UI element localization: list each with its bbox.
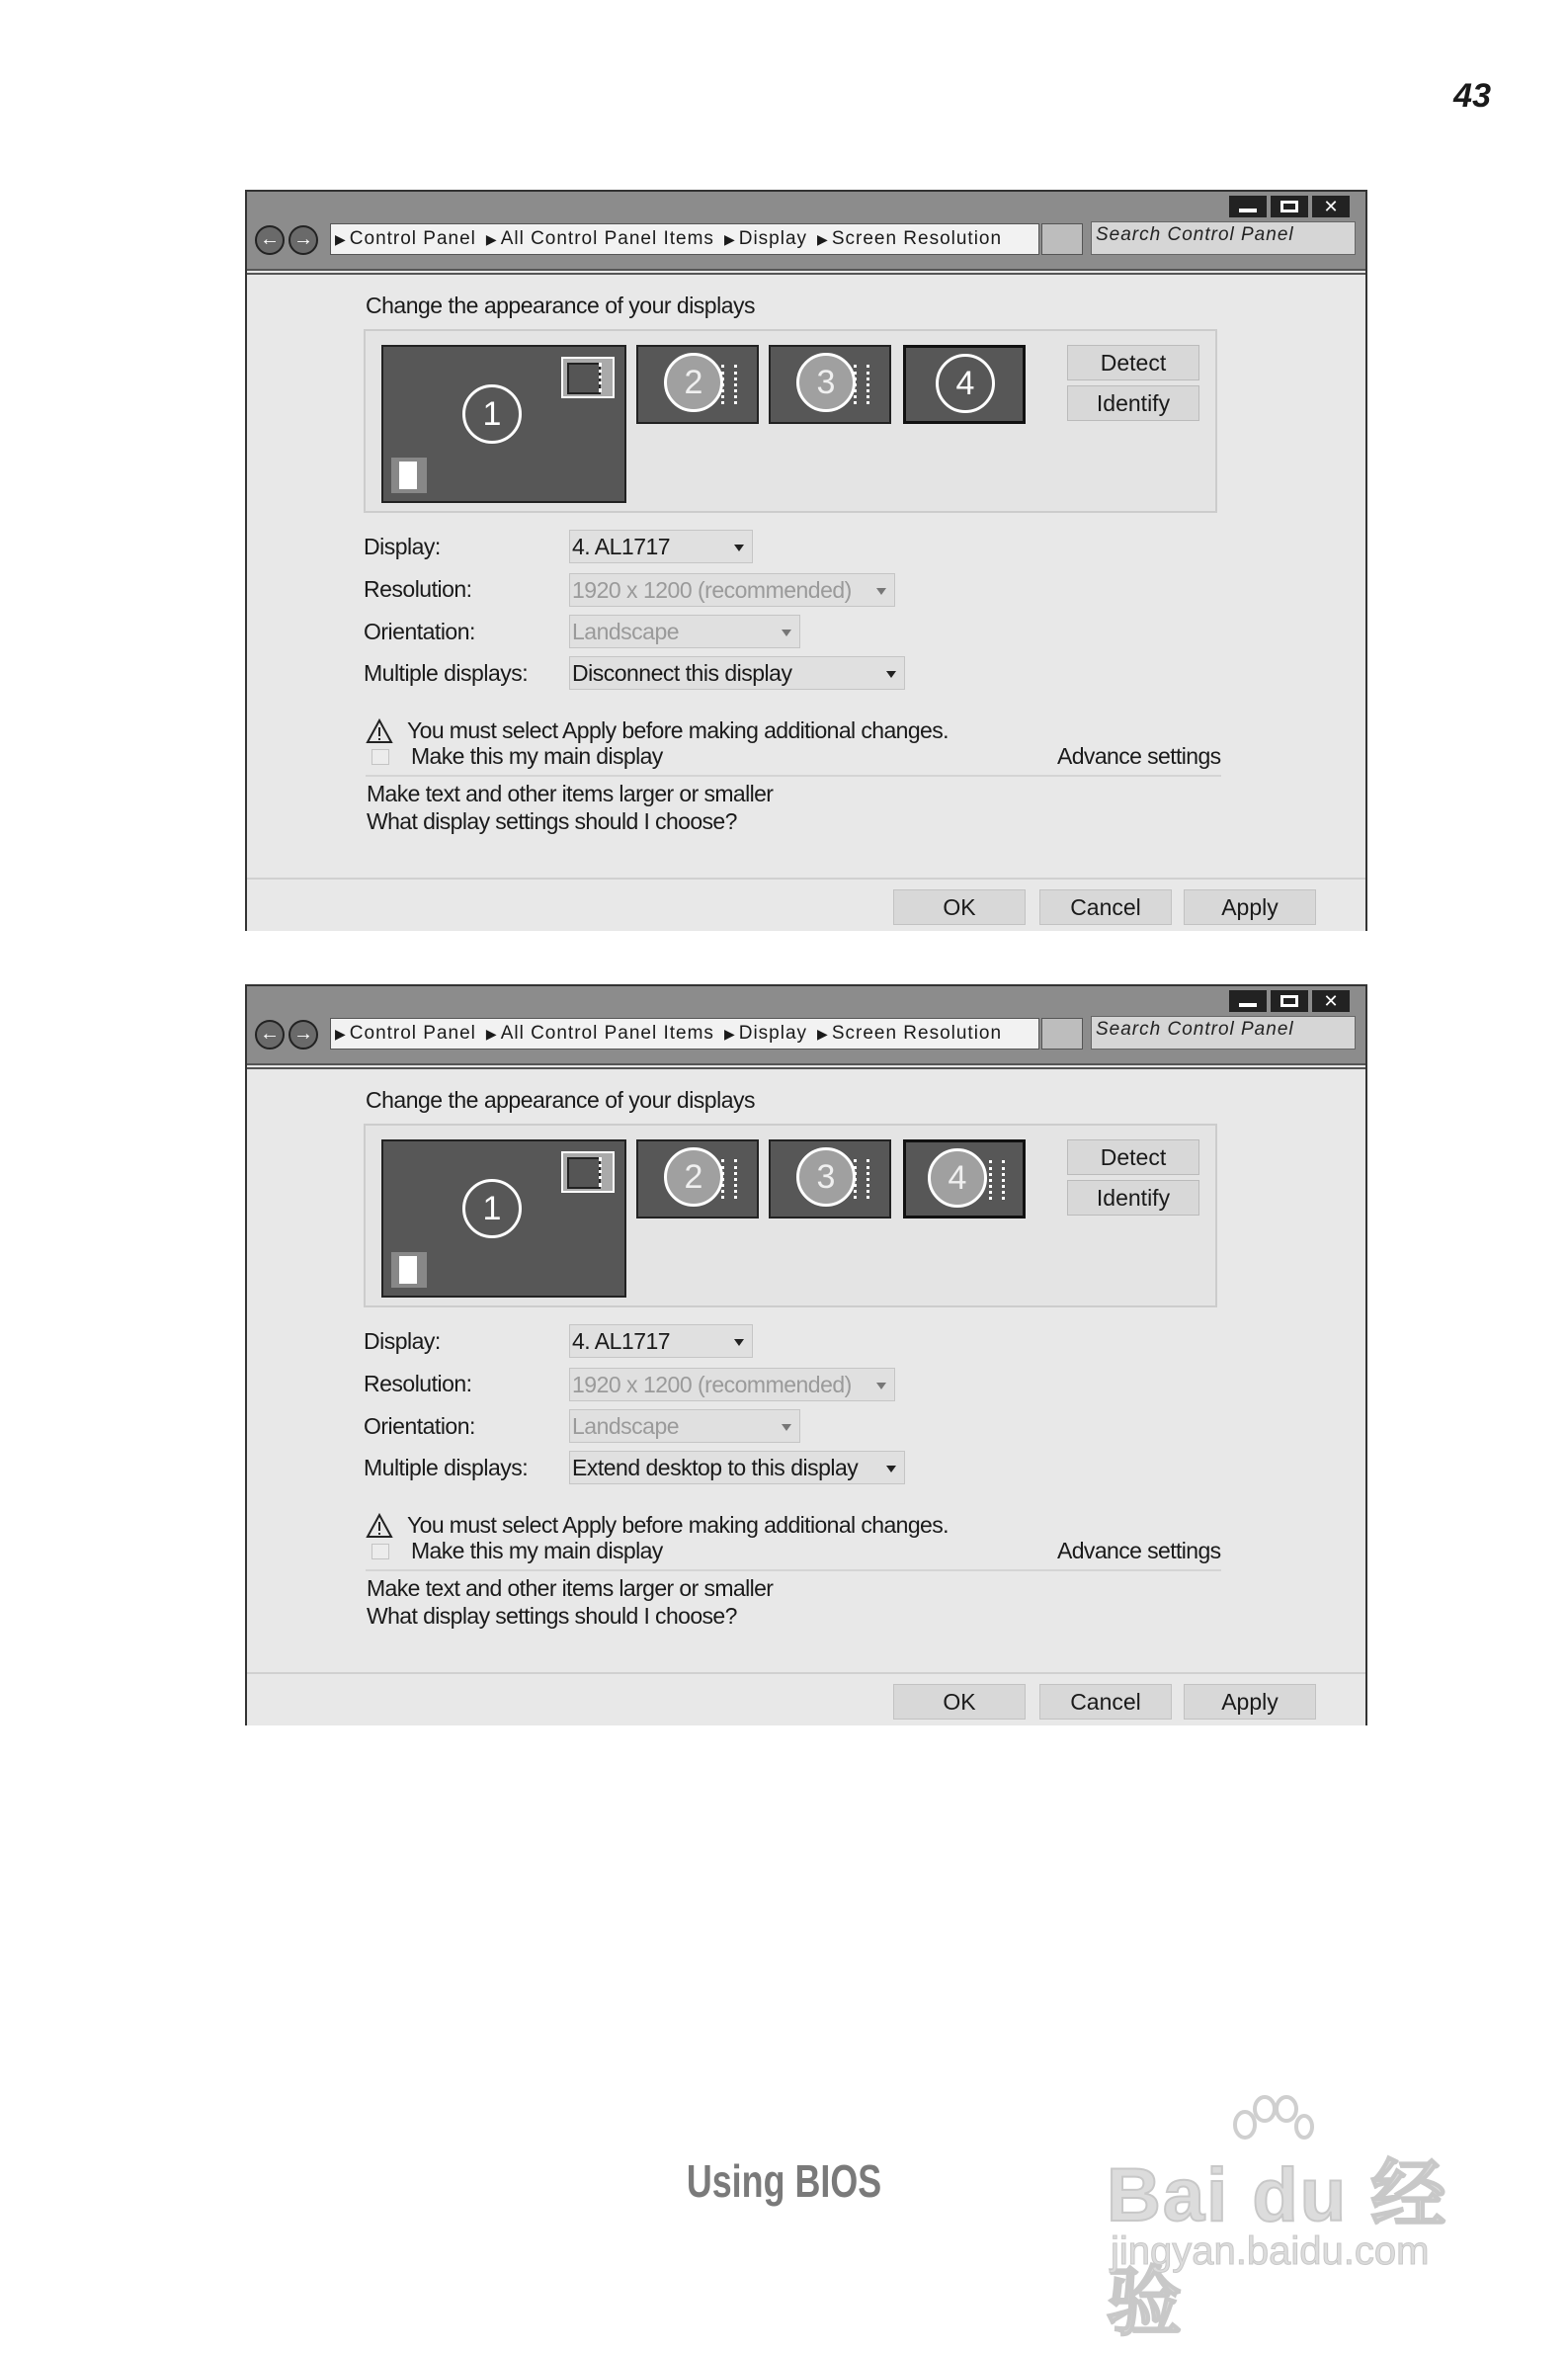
breadcrumb[interactable]: [330, 1018, 1039, 1050]
content-area: [247, 1067, 1365, 1672]
warning-text: You must select Apply before making additional changes.: [407, 717, 949, 743]
multiple-displays-label: Multiple displays:: [364, 1455, 529, 1480]
page-number: 43: [1453, 77, 1491, 115]
main-display-label: Make this my main display: [411, 1538, 663, 1563]
chevron-down-icon: [876, 588, 886, 595]
back-arrow-icon[interactable]: ←: [255, 1020, 285, 1050]
screen-resolution-window-1: [245, 190, 1367, 931]
chevron-down-icon: [886, 1466, 896, 1472]
advanced-settings-link[interactable]: Advance settings: [1057, 743, 1221, 769]
ok-button[interactable]: OK: [893, 889, 1026, 925]
display-select[interactable]: [569, 530, 753, 563]
maximize-icon[interactable]: [1271, 990, 1308, 1012]
orientation-select-value: Landscape: [572, 1413, 680, 1439]
watermark-text: Bai du 经验: [1107, 2153, 1448, 2345]
main-display-option: [371, 743, 663, 770]
monitor-arrangement-panel: [364, 1124, 1217, 1307]
resolution-select-value: 1920 x 1200 (recommended): [572, 577, 852, 603]
forward-arrow-icon[interactable]: →: [289, 1020, 318, 1050]
monitor-icon: [854, 1159, 883, 1203]
orientation-label: Orientation:: [364, 1413, 475, 1439]
main-display-checkbox: [371, 749, 389, 765]
multiple-displays-select-value: Extend desktop to this display: [572, 1455, 859, 1480]
identify-button[interactable]: Identify: [1067, 385, 1199, 421]
monitor-4[interactable]: [903, 345, 1026, 424]
back-arrow-icon[interactable]: ←: [255, 225, 285, 255]
monitor-4[interactable]: [903, 1139, 1026, 1219]
monitor-number: 4: [928, 1148, 987, 1208]
content-area: [247, 273, 1365, 878]
warning-icon: [366, 718, 393, 744]
breadcrumb-label: Screen Resolution: [831, 1023, 1003, 1044]
divider: [366, 775, 1221, 777]
warning-message: [366, 717, 949, 744]
monitor-icon: [561, 1151, 615, 1193]
monitor-number: 4: [936, 354, 995, 413]
breadcrumb-arrow-icon: ▶: [485, 1025, 498, 1042]
nav-buttons: [255, 1020, 318, 1050]
page-title: Change the appearance of your displays: [366, 293, 756, 318]
monitor-icon: [721, 365, 751, 408]
breadcrumb-label: Display: [738, 1023, 808, 1044]
orientation-select: [569, 1409, 800, 1443]
maximize-icon[interactable]: [1271, 196, 1308, 217]
breadcrumb-arrow-icon: ▶: [335, 230, 347, 247]
breadcrumb-label: All Control Panel Items: [500, 228, 714, 249]
search-input[interactable]: Search Control Panel: [1091, 221, 1356, 255]
breadcrumb-arrow-icon: ▶: [817, 1025, 829, 1042]
text-size-link[interactable]: Make text and other items larger or smaller: [367, 781, 774, 806]
breadcrumb-label: Display: [738, 228, 808, 249]
breadcrumb-item[interactable]: [335, 228, 476, 250]
warning-text: You must select Apply before making additional changes.: [407, 1512, 949, 1538]
breadcrumb-arrow-icon: ▶: [335, 1025, 347, 1042]
breadcrumb-arrow-icon: ▶: [723, 1025, 736, 1042]
orientation-select-value: Landscape: [572, 619, 680, 644]
forward-arrow-icon[interactable]: →: [289, 225, 318, 255]
dialog-footer: [247, 878, 1365, 931]
title-bar: [247, 192, 1365, 271]
chevron-down-icon: [782, 630, 791, 636]
orientation-select: [569, 615, 800, 648]
detect-button[interactable]: Detect: [1067, 1139, 1199, 1175]
monitor-1[interactable]: [381, 1139, 626, 1298]
multiple-displays-select[interactable]: [569, 1451, 905, 1484]
monitor-number: 2: [664, 353, 723, 412]
resolution-select: [569, 1368, 895, 1401]
minimize-icon[interactable]: [1229, 196, 1267, 217]
detect-button[interactable]: Detect: [1067, 345, 1199, 380]
ok-button[interactable]: OK: [893, 1684, 1026, 1720]
refresh-button[interactable]: [1041, 1018, 1083, 1050]
breadcrumb-item[interactable]: [486, 228, 714, 250]
title-bar: [247, 986, 1365, 1065]
identify-button[interactable]: Identify: [1067, 1180, 1199, 1216]
search-input[interactable]: Search Control Panel: [1091, 1016, 1356, 1050]
main-display-label: Make this my main display: [411, 743, 663, 769]
breadcrumb-item[interactable]: [724, 228, 807, 250]
breadcrumb-item[interactable]: [817, 1023, 1002, 1045]
monitor-arrangement-panel: [364, 329, 1217, 513]
monitor-1[interactable]: [381, 345, 626, 503]
page-title: Change the appearance of your displays: [366, 1087, 756, 1113]
display-select-value: 4. AL1717: [572, 1328, 671, 1354]
close-icon[interactable]: ✕: [1312, 990, 1350, 1012]
monitor-icon: [561, 357, 615, 398]
display-select-value: 4. AL1717: [572, 534, 671, 559]
main-display-icon: [391, 458, 427, 493]
advanced-settings-link[interactable]: Advance settings: [1057, 1538, 1221, 1563]
chevron-down-icon: [876, 1383, 886, 1389]
breadcrumb-label: Control Panel: [349, 228, 476, 249]
resolution-label: Resolution:: [364, 1371, 472, 1396]
chevron-down-icon: [734, 1339, 744, 1346]
cancel-button[interactable]: Cancel: [1039, 889, 1172, 925]
monitor-2[interactable]: [636, 1139, 759, 1219]
display-help-link[interactable]: What display settings should I choose?: [367, 808, 737, 834]
display-label: Display:: [364, 1328, 441, 1354]
breadcrumb-item[interactable]: [724, 1023, 807, 1045]
monitor-3[interactable]: [769, 345, 891, 424]
chapter-title: Using BIOS: [686, 2155, 882, 2207]
divider: [366, 1569, 1221, 1571]
monitor-icon: [854, 365, 883, 408]
minimize-icon[interactable]: [1229, 990, 1267, 1012]
nav-buttons: [255, 225, 318, 255]
breadcrumb-arrow-icon: ▶: [817, 230, 829, 247]
monitor-number: 1: [462, 1179, 522, 1238]
breadcrumb-label: Control Panel: [349, 1023, 476, 1044]
chevron-down-icon: [734, 545, 744, 551]
breadcrumb[interactable]: [330, 223, 1039, 255]
warning-icon: [366, 1513, 393, 1539]
window-controls: [1229, 990, 1350, 1012]
cancel-button[interactable]: Cancel: [1039, 1684, 1172, 1720]
dialog-footer: [247, 1672, 1365, 1725]
multiple-displays-select[interactable]: [569, 656, 905, 690]
monitor-icon: [989, 1160, 1019, 1204]
monitor-2[interactable]: [636, 345, 759, 424]
chevron-down-icon: [782, 1424, 791, 1431]
text-size-link[interactable]: Make text and other items larger or smaller: [367, 1575, 774, 1601]
main-display-option: [371, 1538, 663, 1564]
breadcrumb-label: Screen Resolution: [831, 228, 1003, 249]
warning-message: [366, 1512, 949, 1539]
multiple-displays-label: Multiple displays:: [364, 660, 529, 686]
monitor-number: 3: [796, 353, 856, 412]
breadcrumb-item[interactable]: [486, 1023, 714, 1045]
breadcrumb-item[interactable]: [817, 228, 1002, 250]
multiple-displays-select-value: Disconnect this display: [572, 660, 792, 686]
breadcrumb-label: All Control Panel Items: [500, 1023, 714, 1044]
resolution-select-value: 1920 x 1200 (recommended): [572, 1372, 852, 1397]
monitor-3[interactable]: [769, 1139, 891, 1219]
display-help-link[interactable]: What display settings should I choose?: [367, 1603, 737, 1629]
monitor-number: 3: [796, 1147, 856, 1207]
main-display-icon: [391, 1252, 427, 1288]
screen-resolution-window-2: [245, 984, 1367, 1725]
monitor-icon: [721, 1159, 751, 1203]
breadcrumb-item[interactable]: [335, 1023, 476, 1045]
monitor-number: 1: [462, 384, 522, 444]
watermark-url: jingyan.baidu.com: [1111, 2229, 1430, 2273]
display-label: Display:: [364, 534, 441, 559]
refresh-button[interactable]: [1041, 223, 1083, 255]
apply-button[interactable]: Apply: [1184, 889, 1316, 925]
resolution-label: Resolution:: [364, 576, 472, 602]
apply-button[interactable]: Apply: [1184, 1684, 1316, 1720]
window-controls: [1229, 196, 1350, 217]
baidu-watermark: [1097, 2095, 1492, 2345]
close-icon[interactable]: ✕: [1312, 196, 1350, 217]
display-select[interactable]: [569, 1324, 753, 1358]
breadcrumb-arrow-icon: ▶: [723, 230, 736, 247]
main-display-checkbox: [371, 1544, 389, 1559]
chevron-down-icon: [886, 671, 896, 678]
monitor-number: 2: [664, 1147, 723, 1207]
orientation-label: Orientation:: [364, 619, 475, 644]
breadcrumb-arrow-icon: ▶: [485, 230, 498, 247]
resolution-select: [569, 573, 895, 607]
